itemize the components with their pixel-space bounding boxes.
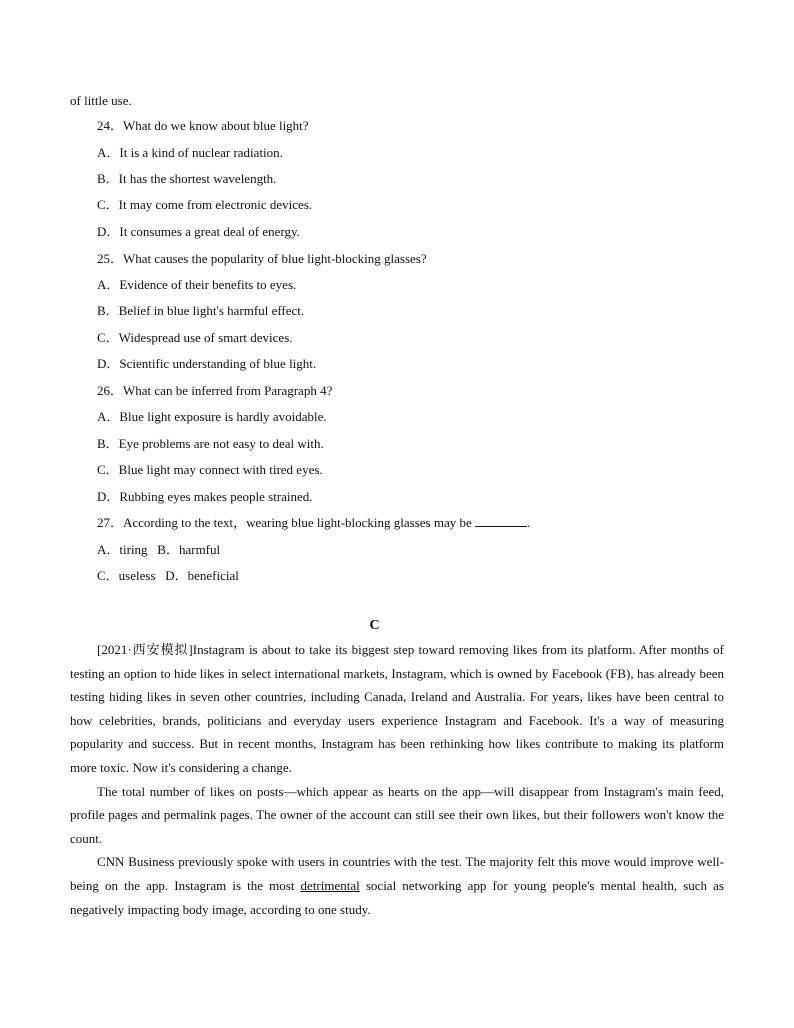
question-26-option-d: D．Rubbing eyes makes people strained. — [97, 489, 313, 504]
question-27-stem-end: . — [527, 515, 531, 530]
question-25-option-c: C．Widespread use of smart devices. — [97, 330, 293, 345]
question-24-option-d: D．It consumes a great deal of energy. — [97, 224, 300, 239]
question-27-stem-text: 27．According to the text，wearing blue light-blocking glasses may be — [97, 515, 475, 530]
question-25-stem: 25．What causes the popularity of blue light-blocking glasses? — [97, 251, 427, 266]
question-24-option-a: A．It is a kind of nuclear radiation. — [97, 145, 283, 160]
section-title: C — [369, 618, 380, 633]
question-26-option-c: C．Blue light may connect with tired eyes. — [97, 462, 323, 477]
question-24-option-c: C．It may come from electronic devices. — [97, 197, 313, 212]
question-25-option-a: A．Evidence of their benefits to eyes. — [97, 277, 297, 292]
passage-paragraph-3-end: social networking app for young people's mental health, such as negatively impacting body image, according to one study. — [70, 877, 724, 917]
passage-paragraph-1: [2021·西安模拟]Instagram is about to take its biggest step toward removing likes from its platform. After months of testing an option to hide likes in select international markets, Instagram, which is owned by Facebook (FB), has already been testing hiding likes in seven other countries, including Canada, Ireland and Australia. For years, likes have been central to how celebrities, brands, politicians and everyday users experience Instagram and Facebook. It's a way of measuring popularity and success. But in recent months, Instagram has been rethinking how likes contribute to making its platform more toxic. Now it's considering a change. — [70, 642, 724, 775]
passage-paragraph-2: The total number of likes on posts—which appear as hearts on the app—will disappear from Instagram's main feed, profile pages and permalink pages. The owner of the account can still see their own likes, but their followers won't know the count. — [70, 783, 724, 846]
question-27-options-row-1: A．tiring B．harmful — [97, 542, 221, 557]
question-24-stem: 24．What do we know about blue light? — [97, 118, 309, 133]
question-26-option-b: B．Eye problems are not easy to deal with. — [97, 436, 324, 451]
underlined-word: detrimental — [300, 877, 360, 893]
answer-blank — [475, 515, 527, 527]
question-25-option-b: B．Belief in blue light's harmful effect. — [97, 303, 305, 318]
continuation-text: of little use. — [70, 93, 132, 108]
question-26-stem: 26．What can be inferred from Paragraph 4? — [97, 383, 333, 398]
passage — [70, 638, 724, 921]
question-25-option-d: D．Scientific understanding of blue light. — [97, 356, 317, 371]
question-27-options-row-2: C．useless D．beneficial — [97, 568, 239, 583]
question-24-option-b: B．It has the shortest wavelength. — [97, 171, 277, 186]
question-26-option-a: A．Blue light exposure is hardly avoidable. — [97, 409, 327, 424]
passage-paragraph-3 — [70, 850, 724, 921]
question-27-stem — [97, 515, 530, 531]
passage-paragraph-3-start: CNN Business previously spoke with users in countries with the test. The majority felt this move would improve well-being on the app. Instagram is the most — [70, 854, 724, 893]
